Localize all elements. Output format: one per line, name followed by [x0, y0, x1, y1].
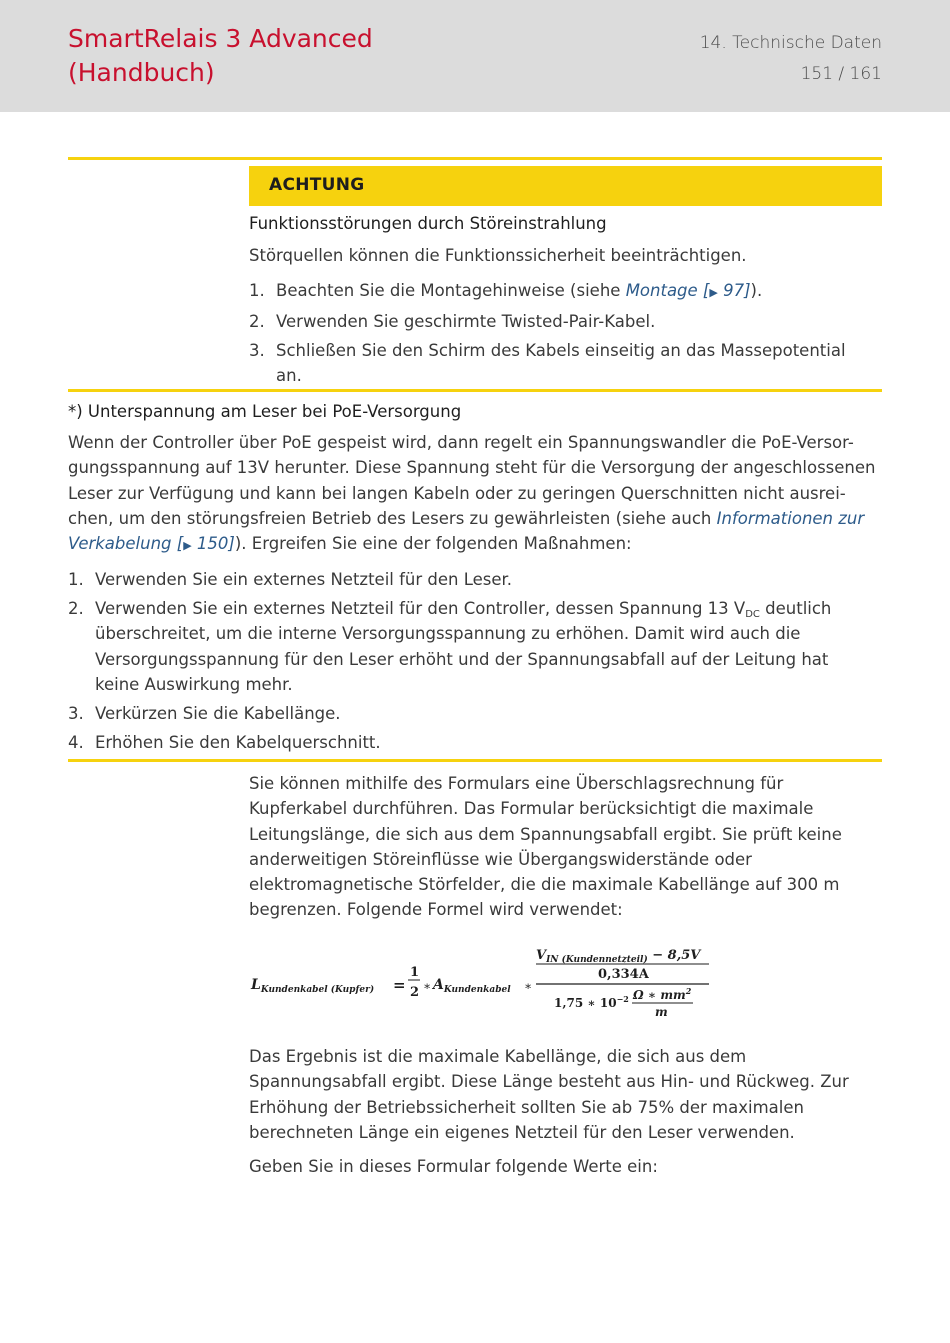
input-values-paragraph: Geben Sie in dieses Formular folgende Werte ein: [249, 1157, 658, 1176]
page-number: 151 / 161 [800, 64, 882, 84]
svg-text:0,334A: 0,334A [598, 967, 649, 982]
poe-heading: *) Unterspannung am Leser bei PoE-Versorgung [68, 402, 462, 421]
document-title-line2: (Handbuch) [68, 58, 215, 87]
svg-text:VIN (Kundennetzteil) − 8,5V: $V_{IN (Kundennetzteil)} - 8,5V$ [536, 948, 701, 965]
page-ref-arrow-icon: ▶ [709, 286, 718, 299]
svg-text:m: m [655, 1005, 668, 1019]
notice-bottom-rule [68, 389, 882, 392]
svg-text:∗: ∗ [524, 979, 533, 993]
list-item: 2. Verwenden Sie geschirmte Twisted-Pair-Kabel. [249, 311, 656, 331]
document-title [68, 22, 373, 90]
list-item: 4. Erhöhen Sie den Kabelquerschnitt. [68, 732, 381, 752]
svg-text:LKundenkabel (Kupfer): $L_{Kundenkabel (Kupfer)}$ [251, 977, 375, 995]
svg-text:∗: ∗ [423, 979, 432, 993]
notice-heading: Funktionsstörungen durch Störeinstrahlung [249, 214, 607, 233]
document-title-line1: SmartRelais 3 Advanced [68, 24, 373, 53]
formula-intro-paragraph: Sie können mithilfe des Formulars eine Überschlagsrechnung für Kupferkabel durchführen. Das Formular berücksichtigt die maximale Leitungslänge, die sich aus dem Spannungsabfall ergibt. Sie prüft keine anderweitigen Störeinflüsse wie Übergangswiderstände oder elektromagnetische Störfelder, die die maximale Kabellänge auf 300 m begrenzen. Folgende Formel wird verwendet: [249, 774, 842, 920]
list-item: 2. Verwenden Sie ein externes Netzteil für den Controller, dessen Spannung 13 $V_{DC}$ deutlich überschreitet, um die interne Versorgungsspannung zu erhöhen. Damit wird auch die Versorgungsspannung für den Leser erhöht und der Spannungsabfall auf der Leitung hat keine Auswirkung mehr. [68, 598, 832, 694]
notice-top-rule [68, 157, 882, 160]
warning-banner [249, 166, 882, 206]
poe-bottom-rule [68, 759, 882, 762]
verkabelung-link[interactable]: Informationen zur Verkabelung [▶ 150] [68, 508, 865, 554]
list-item: 3. Schließen Sie den Schirm des Kabels einseitig an das Massepotential an. [249, 340, 846, 386]
poe-paragraph: Wenn der Controller über PoE gespeist wird, dann regelt ein Spannungswandler die PoE-Versor-gungsspannung auf 13V herunter. Diese Spannung steht für die Versorgung der angeschlossenen Leser zur Verfügung und kann bei langen Kabeln oder zu geringen Querschnitten nicht ausrei-chen, um den störungsfreien Betrieb des Lesers zu gewährleisten (siehe auch Informationen zur Verkabelung [▶ 150]). Ergreifen Sie eine der folgenden Maßnahmen: [68, 433, 876, 554]
chapter-title: 14. Technische Daten [699, 33, 882, 53]
warning-label: ACHTUNG [269, 175, 365, 195]
list-item: 1. Verwenden Sie ein externes Netzteil für den Leser. [68, 570, 513, 589]
cable-length-formula [249, 944, 719, 1024]
svg-text:2: 2 [410, 985, 420, 1000]
result-paragraph: Das Ergebnis ist die maximale Kabellänge, die sich aus dem Spannungsabfall ergibt. Diese Länge besteht aus Hin- und Rückweg. Zur Erhöhung der Betriebssicherheit sollten Sie ab 75% der maximalen berechneten Länge ein eigenes Netzteil für den Leser verwenden. [249, 1047, 849, 1142]
svg-text:1,75 ∗ 10−2: 1,75 ∗ $10^{-2}$ [554, 994, 629, 1010]
notice-intro: Störquellen können die Funktionssicherheit beeinträchtigen. [249, 246, 747, 265]
page-ref-arrow-icon: ▶ [183, 539, 192, 553]
page-header [0, 0, 950, 112]
svg-text:AKundenkabel: $A_{Kundenkabel}$ [433, 977, 511, 995]
svg-text:=: = [393, 976, 406, 994]
list-item: 3. Verkürzen Sie die Kabellänge. [68, 703, 341, 723]
svg-text:Ω ∗ mm2: Ω ∗ $mm^2$ [633, 986, 692, 1002]
list-item: 1. Beachten Sie die Montagehinweise (siehe Montage [▶ 97]). [249, 281, 763, 300]
chapter-info [700, 28, 882, 90]
notice-steps [249, 278, 859, 392]
svg-text:1: 1 [410, 965, 420, 980]
montage-link[interactable]: Montage [▶ 97] [625, 281, 751, 300]
poe-steps [68, 567, 848, 759]
